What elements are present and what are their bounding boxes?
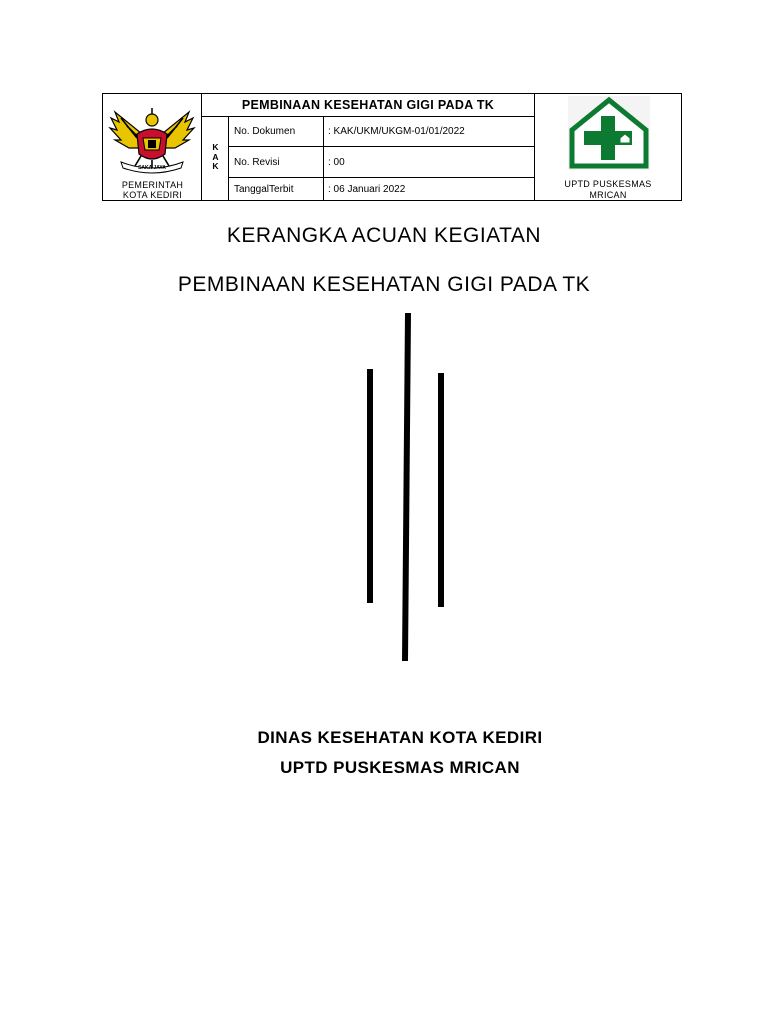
decorative-bar-center: [405, 313, 408, 661]
right-logo-cell: [535, 94, 681, 200]
header-title: PEMBINAAN KESEHATAN GIGI PADA TK: [241, 98, 495, 112]
info-label: TanggalTerbit: [229, 178, 324, 200]
info-value: : KAK/UKM/UKGM-01/01/2022: [328, 126, 465, 137]
document-info-rows: [229, 117, 535, 200]
info-label: No. Dokumen: [229, 117, 324, 146]
info-value: : 06 Januari 2022: [328, 183, 406, 195]
footer-unit: UPTD PUSKESMAS MRICAN: [280, 758, 520, 777]
garuda-emblem-icon: [107, 104, 197, 174]
decorative-bars: [350, 305, 460, 675]
document-header-table: [102, 93, 682, 201]
left-logo-caption: PEMERINTAH KOTA KEDIRI: [121, 180, 184, 200]
kak-letters: K A K: [212, 142, 219, 171]
info-label: No. Revisi: [229, 147, 324, 177]
document-subtitle: PEMBINAAN KESEHATAN GIGI PADA TK: [177, 273, 591, 296]
emblem-banner-text: SAKA JAYA: [138, 165, 166, 171]
info-row-revision: [229, 147, 535, 178]
info-row-issue-date: [229, 178, 535, 200]
left-logo-cell: [103, 94, 202, 200]
footer-agency: DINAS KESEHATAN KOTA KEDIRI: [257, 728, 543, 747]
kak-cell: [202, 117, 229, 200]
right-logo-caption: UPTD PUSKESMAS MRICAN: [564, 179, 652, 200]
puskesmas-logo-icon: [568, 96, 650, 170]
info-row-document-number: [229, 117, 535, 147]
document-title: KERANGKA ACUAN KEGIATAN: [226, 224, 542, 247]
info-value: : 00: [328, 156, 345, 168]
header-title-cell: [202, 94, 535, 117]
